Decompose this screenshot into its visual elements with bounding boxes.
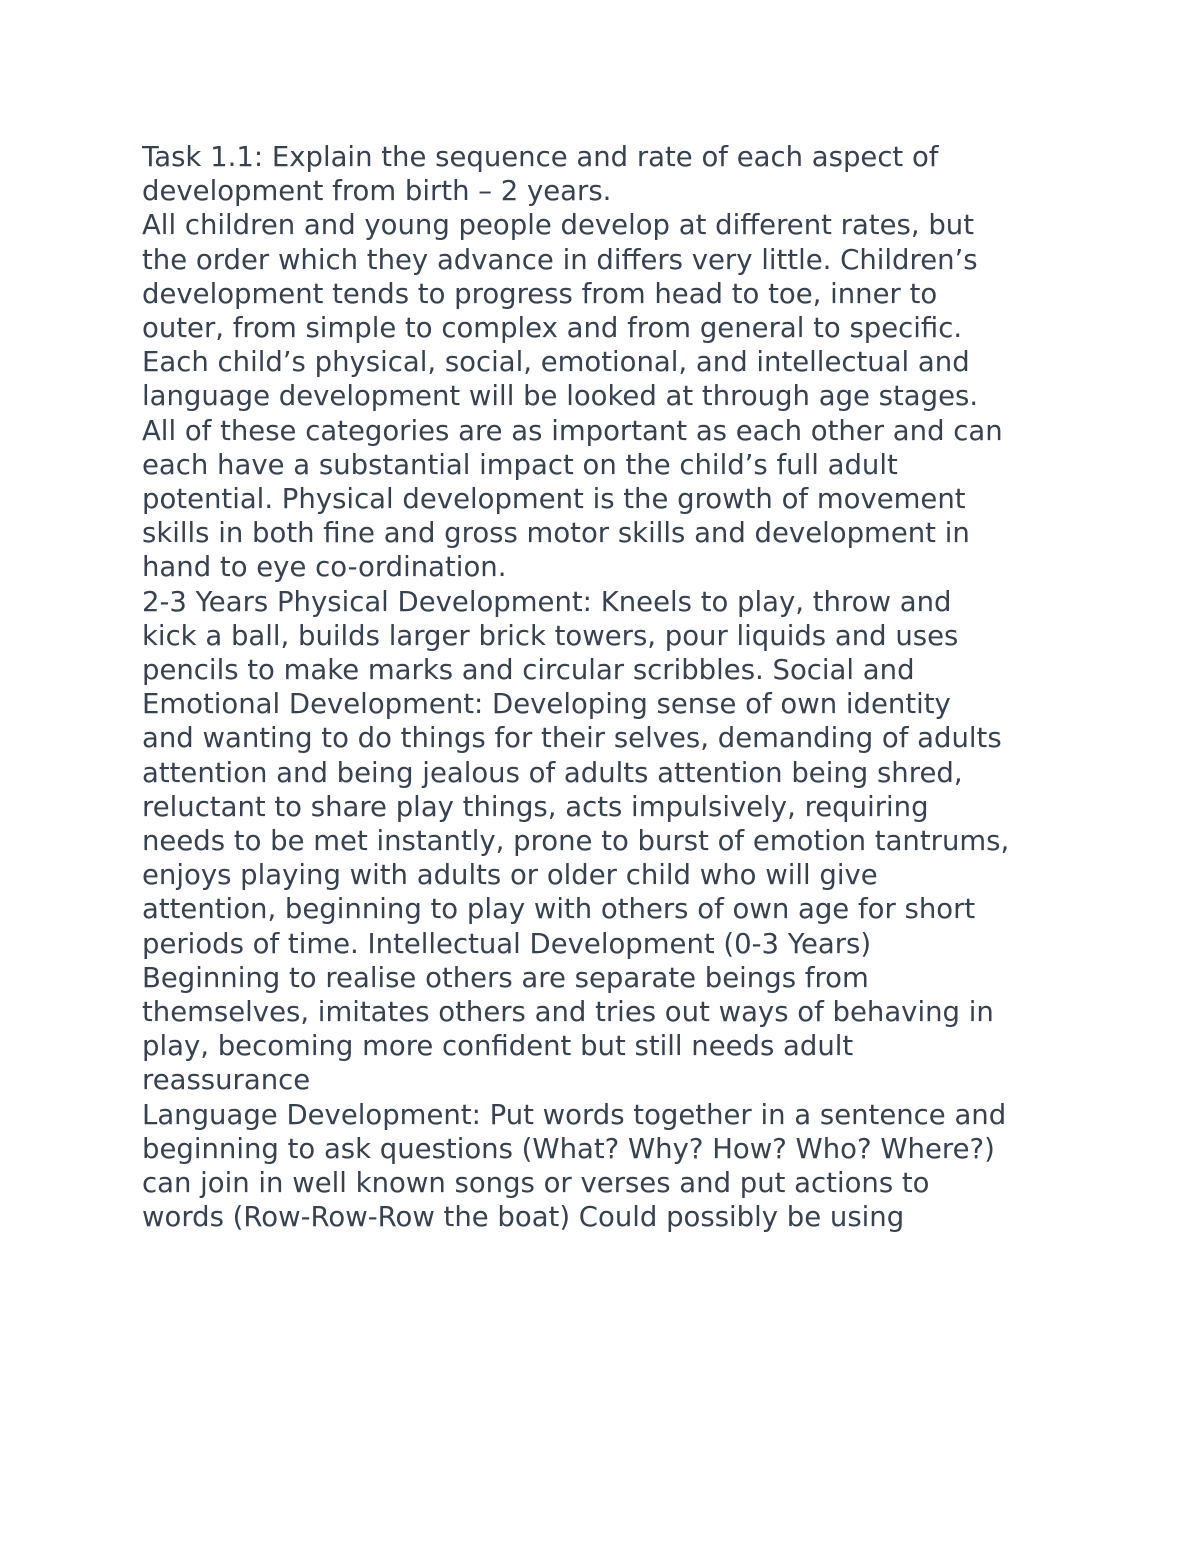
paragraph-2-3-years: 2-3 Years Physical Development: Kneels to play, throw and kick a ball, builds larger brick towers, pour liquids and uses pencils to make marks and circular scribbles. Social and Emotional Development: Developing sense of own identity and wanting to do things for their selves, demanding of adults attention and being jealous of adults attention being shred, reluctant to share play things, acts impulsively, requiring needs to be met instantly, prone to burst of emotion tantrums, enjoys playing with adults or older child who will give attention, beginning to play with others of own age for short periods of time. Intellectual Development (0-3 Years) Beginning to realise others are separate beings from themselves, imitates others and tries out ways of behaving in play, becoming more confident but still needs adult reassurance [142,585,1010,1097]
document-page [142,140,1072,1235]
paragraph-overview: All children and young people develop at different rates, but the order which they advance in differs very little. Children’s development tends to progress from head to toe, inner to outer, from simple to complex and from general to specific. Each child’s physical, social, emotional, and intellectual and language development will be looked at through age stages. All of these categories are as important as each other and can each have a substantial impact on the child’s full adult potential. Physical development is the growth of movement skills in both fine and gross motor skills and development in hand to eye co-ordination. [142,209,1003,584]
task-heading: Task 1.1: Explain the sequence and rate of each aspect of development from birth – 2 years. [142,141,939,208]
paragraph-language-development: Language Development: Put words together in a sentence and beginning to ask questions (What? Why? How? Who? Where?) can join in well known songs or verses and put actions to words (Row-Row-Row the boat) Could possibly be using [142,1098,1007,1234]
